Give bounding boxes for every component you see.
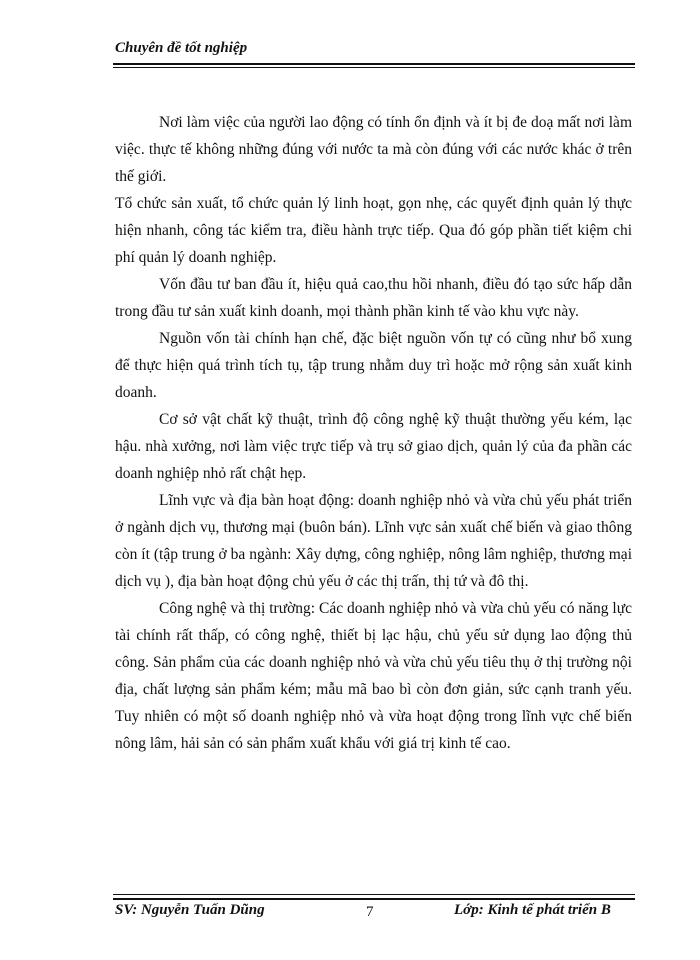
document-header-title: Chuyên đề tốt nghiệp: [115, 40, 248, 56]
paragraph: Lĩnh vực và địa bàn hoạt động: doanh nghiệp nhỏ và vừa chủ yếu phát triển ở ngành dịch vụ, thương mại (buôn bán). Lĩnh vực sản xuất chế biến và giao thông còn ít (tập trung ở ba ngành: Xây dựng, công nghiệp, nông lâm nghiệp, thương mại dịch vụ ), địa bàn hoạt động chủ yếu ở các thị trấn, thị tứ và đô thị.: [115, 492, 632, 590]
document-body: [115, 109, 632, 757]
paragraph: Cơ sở vật chất kỹ thuật, trình độ công nghệ kỹ thuật thường yếu kém, lạc hậu. nhà xưởng, nơi làm việc trực tiếp và trụ sở giao dịch, quản lý của đa phần các doanh nghiệp nhỏ rất chật hẹp.: [115, 411, 632, 482]
paragraph: Nguồn vốn tài chính hạn chế, đặc biệt nguồn vốn tự có cũng như bổ xung để thực hiện quá trình tích tụ, tập trung nhằm duy trì hoặc mở rộng sản xuất kinh doanh.: [115, 330, 632, 401]
paragraph: Nơi làm việc của người lao động có tính ổn định và ít bị đe doạ mất nơi làm việc. thực tế không những đúng với nước ta mà còn đúng với các nước khác ở trên thế giới.: [115, 114, 632, 185]
footer-rule-thick: [113, 898, 635, 900]
footer-rule-thin: [113, 894, 635, 895]
footer-student-name: SV: Nguyễn Tuấn Dũng: [115, 902, 265, 918]
footer-class-name: Lớp: Kinh tế phát triển B: [454, 902, 611, 918]
paragraph: Công nghệ và thị trường: Các doanh nghiệp nhỏ và vừa chủ yếu có năng lực tài chính rất thấp, có công nghệ, thiết bị lạc hậu, chủ yếu sử dụng lao động thủ công. Sản phẩm của các doanh nghiệp nhỏ và vừa chủ yếu tiêu thụ ở thị trường nội địa, chất lượng sản phẩm kém; mẫu mã bao bì còn đơn giản, sức cạnh tranh yếu. Tuy nhiên có một số doanh nghiệp nhỏ và vừa hoạt động trong lĩnh vực chế biến nông lâm, hải sản có sản phẩm xuất khẩu với giá trị kinh tế cao.: [115, 600, 632, 752]
paragraph: Tổ chức sản xuất, tổ chức quản lý linh hoạt, gọn nhẹ, các quyết định quản lý thực hiện nhanh, công tác kiểm tra, điều hành trực tiếp. Qua đó góp phần tiết kiệm chi phí quản lý doanh nghiệp.: [115, 195, 632, 266]
header-rule-thick: [113, 63, 635, 65]
footer-page-number: 7: [366, 904, 374, 920]
paragraph: Vốn đầu tư ban đầu ít, hiệu quả cao,thu hồi nhanh, điều đó tạo sức hấp dẫn trong đầu tư sản xuất kinh doanh, mọi thành phần kinh tế vào khu vực này.: [115, 276, 632, 320]
header-rule-thin: [113, 67, 635, 68]
